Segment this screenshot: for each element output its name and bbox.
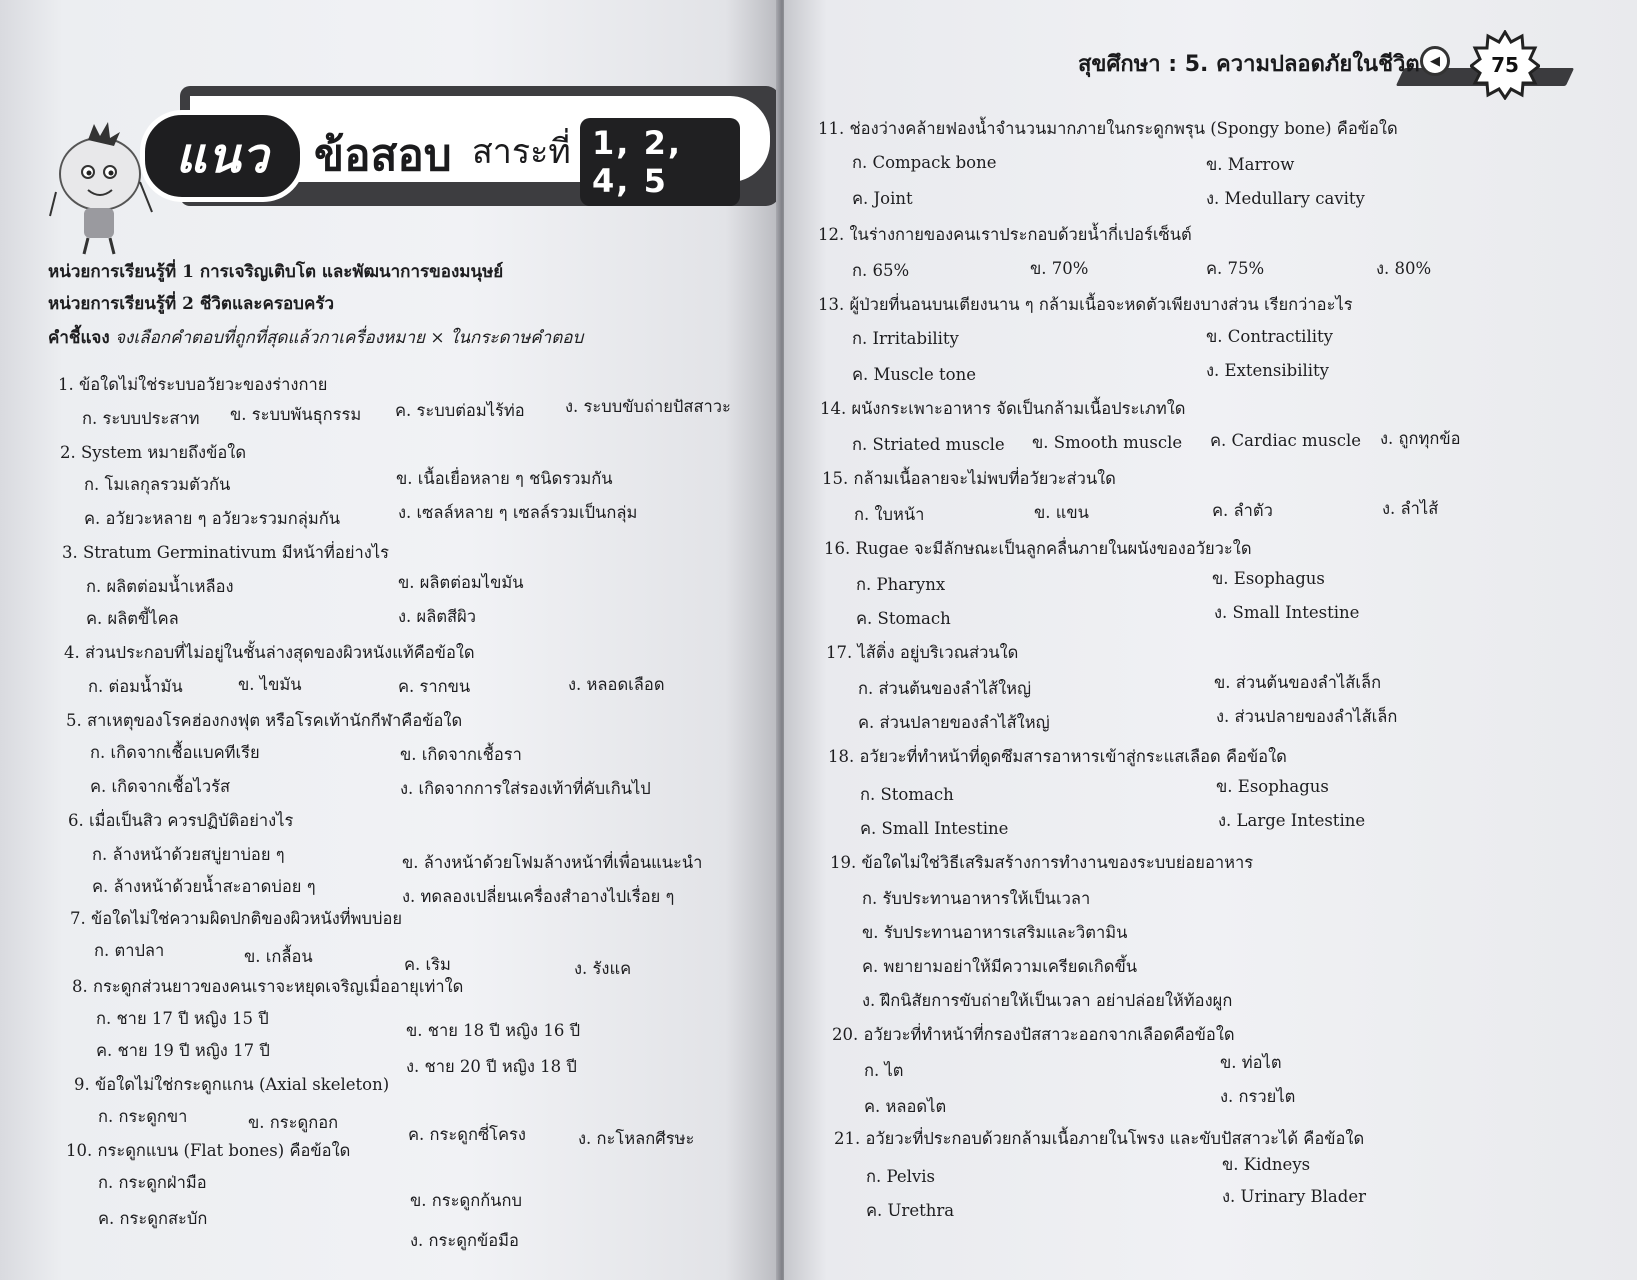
q11-option-b: ข. Marrow [1206, 155, 1295, 174]
q17-option-d: ง. ส่วนปลายของลำไส้เล็ก [1216, 707, 1398, 726]
instruction [48, 324, 583, 351]
question-2: 2. System หมายถึงข้อใด [60, 443, 247, 462]
question-20: 20. อวัยวะที่ทำหน้าที่กรองปัสสาวะออกจากเลือดคือข้อใด [832, 1025, 1235, 1044]
q19-option-c: ค. พยายามอย่าให้มีความเครียดเกิดขึ้น [862, 957, 1138, 976]
q8-option-b: ข. ชาย 18 ปี หญิง 16 ปี [406, 1021, 581, 1040]
q15-option-b: ข. แขน [1034, 503, 1089, 522]
q19-option-a: ก. รับประทานอาหารให้เป็นเวลา [862, 889, 1091, 908]
question-21: 21. อวัยวะที่ประกอบด้วยกล้ามเนื้อภายในโพรง และขับปัสสาวะได้ คือข้อใด [834, 1129, 1365, 1148]
q3-option-c: ค. ผลิตขี้ไคล [86, 609, 179, 628]
q8-option-d: ง. ชาย 20 ปี หญิง 18 ปี [406, 1057, 577, 1076]
q11-option-d: ง. Medullary cavity [1206, 189, 1365, 208]
q18-option-b: ข. Esophagus [1216, 777, 1329, 796]
q12-option-d: ง. 80% [1376, 259, 1432, 278]
q15-option-a: ก. ใบหน้า [854, 505, 925, 524]
q3-option-a: ก. ผลิตต่อมน้ำเหลือง [86, 577, 234, 596]
q6-option-c: ค. ล้างหน้าด้วยน้ำสะอาดบ่อย ๆ [92, 877, 316, 896]
q10-option-d: ง. กระดูกข้อมือ [410, 1231, 519, 1250]
q15-option-c: ค. ลำตัว [1212, 501, 1273, 520]
q19-option-d: ง. ฝึกนิสัยการขับถ่ายให้เป็นเวลา อย่าปล่อยให้ท้องผูก [862, 991, 1233, 1010]
q6-option-d: ง. ทดลองเปลี่ยนเครื่องสำอางไปเรื่อย ๆ [402, 887, 675, 906]
q20-option-b: ข. ท่อไต [1220, 1053, 1282, 1072]
instruction-label: คำชี้แจง [48, 328, 110, 348]
q9-option-b: ข. กระดูกอก [248, 1113, 339, 1132]
q21-option-a: ก. Pelvis [866, 1167, 935, 1186]
question-15: 15. กล้ามเนื้อลายจะไม่พบที่อวัยวะส่วนใด [822, 469, 1116, 488]
q7-option-c: ค. เริม [404, 955, 451, 974]
q18-option-c: ค. Small Intestine [860, 819, 1009, 838]
question-18: 18. อวัยวะที่ทำหน้าที่ดูดซึมสารอาหารเข้าสู่กระแสเลือด คือข้อใด [828, 747, 1287, 766]
q19-option-b: ข. รับประทานอาหารเสริมและวิตามิน [862, 923, 1128, 942]
q2-option-a: ก. โมเลกุลรวมตัวกัน [84, 475, 231, 494]
q3-option-b: ข. ผลิตต่อมไขมัน [398, 573, 524, 592]
q13-option-d: ง. Extensibility [1206, 361, 1330, 380]
header-title: สุขศึกษา : 5. ความปลอดภัยในชีวิต [1078, 52, 1420, 77]
q16-option-c: ค. Stomach [856, 609, 951, 628]
mascot-icon [48, 112, 158, 262]
q2-option-c: ค. อวัยวะหลาย ๆ อวัยวะรวมกลุ่มกัน [84, 509, 340, 528]
q18-option-d: ง. Large Intestine [1218, 811, 1366, 830]
q1-option-d: ง. ระบบขับถ่ายปัสสาวะ [565, 397, 731, 416]
q1-option-c: ค. ระบบต่อมไร้ท่อ [395, 401, 525, 420]
q14-option-a: ก. Striated muscle [852, 435, 1005, 454]
q20-option-c: ค. หลอดไต [864, 1097, 947, 1116]
left-arrow-icon: ◀ [1420, 46, 1450, 76]
q4-option-a: ก. ต่อมน้ำมัน [88, 677, 183, 696]
q9-option-a: ก. กระดูกขา [98, 1107, 188, 1126]
question-1: 1. ข้อใดไม่ใช่ระบบอวัยวะของร่างกาย [58, 375, 328, 394]
q6-option-b: ข. ล้างหน้าด้วยโฟมล้างหน้าที่เพื่อนแนะนำ [402, 853, 703, 872]
question-7: 7. ข้อใดไม่ใช่ความผิดปกติของผิวหนังที่พบบ่อย [70, 909, 403, 928]
q11-option-c: ค. Joint [852, 189, 913, 208]
q16-option-b: ข. Esophagus [1212, 569, 1325, 588]
q17-option-b: ข. ส่วนต้นของลำไส้เล็ก [1214, 673, 1382, 692]
q5-option-d: ง. เกิดจากการใส่รองเท้าที่คับเกินไป [400, 779, 651, 798]
page-number: 75 [1491, 53, 1519, 77]
q8-option-c: ค. ชาย 19 ปี หญิง 17 ปี [96, 1041, 270, 1060]
q14-option-d: ง. ถูกทุกข้อ [1380, 429, 1461, 448]
q21-option-c: ค. Urethra [866, 1201, 955, 1220]
q7-option-d: ง. รังแค [574, 959, 632, 978]
unit-1-heading: หน่วยการเรียนรู้ที่ 1 การเจริญเติบโต และพัฒนาการของมนุษย์ [48, 262, 504, 282]
question-10: 10. กระดูกแบน (Flat bones) คือข้อใด [66, 1141, 351, 1160]
left-page [0, 0, 780, 1280]
question-19: 19. ข้อใดไม่ใช่วิธีเสริมสร้างการทำงานของระบบย่อยอาหาร [830, 853, 1254, 872]
q6-option-a: ก. ล้างหน้าด้วยสบู่ยาบ่อย ๆ [92, 845, 285, 864]
banner-numbers: 1, 2, 4, 5 [580, 118, 740, 206]
question-5: 5. สาเหตุของโรคฮ่องกงฟุต หรือโรคเท้านักกีฬาคือข้อใด [66, 711, 463, 730]
q10-option-c: ค. กระดูกสะบัก [98, 1209, 208, 1228]
question-17: 17. ไส้ติ่ง อยู่บริเวณส่วนใด [826, 643, 1019, 662]
q11-option-a: ก. Compack bone [852, 153, 997, 172]
q17-option-c: ค. ส่วนปลายของลำไส้ใหญ่ [858, 713, 1050, 732]
q13-option-b: ข. Contractility [1206, 327, 1333, 346]
instruction-text: จงเลือกคำตอบที่ถูกที่สุดแล้วกาเครื่องหมาย × ในกระดาษคำตอบ [115, 328, 584, 348]
banner-word: ข้อสอบ [314, 130, 452, 181]
q4-option-c: ค. รากขน [398, 677, 471, 696]
q14-option-c: ค. Cardiac muscle [1210, 431, 1362, 450]
question-6: 6. เมื่อเป็นสิว ควรปฏิบัติอย่างไร [68, 811, 294, 830]
banner-pill: แนว [140, 110, 305, 202]
q9-option-d: ง. กะโหลกศีรษะ [578, 1129, 695, 1148]
question-12: 12. ในร่างกายของคนเราประกอบด้วยน้ำกี่เปอร์เซ็นต์ [818, 225, 1192, 244]
q13-option-a: ก. Irritability [852, 329, 959, 348]
q14-option-b: ข. Smooth muscle [1032, 433, 1183, 452]
q20-option-a: ก. ไต [864, 1061, 904, 1080]
question-3: 3. Stratum Germinativum มีหน้าที่อย่างไร [62, 543, 389, 562]
title-banner [40, 82, 740, 232]
q12-option-c: ค. 75% [1206, 259, 1265, 278]
q21-option-b: ข. Kidneys [1222, 1155, 1311, 1174]
q16-option-a: ก. Pharynx [856, 575, 946, 594]
q2-option-d: ง. เซลล์หลาย ๆ เซลล์รวมเป็นกลุ่ม [398, 503, 638, 522]
question-13: 13. ผู้ป่วยที่นอนบนเตียงนาน ๆ กล้ามเนื้อจะหดตัวเพียงบางส่วน เรียกว่าอะไร [818, 295, 1353, 314]
question-9: 9. ข้อใดไม่ใช่กระดูกแกน (Axial skeleton) [74, 1075, 390, 1094]
question-4: 4. ส่วนประกอบที่ไม่อยู่ในชั้นล่างสุดของผิวหนังแท้คือข้อใด [64, 643, 475, 662]
banner-subject: สาระที่ [472, 132, 571, 172]
q8-option-a: ก. ชาย 17 ปี หญิง 15 ปี [96, 1009, 269, 1028]
q5-option-c: ค. เกิดจากเชื้อไวรัส [90, 777, 231, 796]
q3-option-d: ง. ผลิตสีผิว [398, 607, 477, 626]
q12-option-a: ก. 65% [852, 261, 910, 280]
question-14: 14. ผนังกระเพาะอาหาร จัดเป็นกล้ามเนื้อประเภทใด [820, 399, 1186, 418]
q10-option-a: ก. กระดูกฝ่ามือ [98, 1173, 207, 1192]
q1-option-b: ข. ระบบพันธุกรรม [230, 405, 362, 424]
q21-option-d: ง. Urinary Blader [1222, 1187, 1366, 1206]
q17-option-a: ก. ส่วนต้นของลำไส้ใหญ่ [858, 679, 1032, 698]
question-8: 8. กระดูกส่วนยาวของคนเราจะหยุดเจริญเมื่ออายุเท่าใด [72, 977, 464, 996]
question-16: 16. Rugae จะมีลักษณะเป็นลูกคลื่นภายในผนังของอวัยวะใด [824, 539, 1252, 558]
unit-2-heading: หน่วยการเรียนรู้ที่ 2 ชีวิตและครอบครัว [48, 294, 335, 314]
q12-option-b: ข. 70% [1030, 259, 1089, 278]
q5-option-b: ข. เกิดจากเชื้อรา [400, 745, 522, 764]
q4-option-b: ข. ไขมัน [238, 675, 302, 694]
q5-option-a: ก. เกิดจากเชื้อแบคทีเรีย [90, 743, 260, 762]
q9-option-c: ค. กระดูกซี่โครง [408, 1125, 526, 1144]
question-11: 11. ช่องว่างคล้ายฟองน้ำจำนวนมากภายในกระดูกพรุน (Spongy bone) คือข้อใด [818, 119, 1398, 138]
q1-option-a: ก. ระบบประสาท [82, 409, 200, 428]
q4-option-d: ง. หลอดเลือด [568, 675, 665, 694]
q16-option-d: ง. Small Intestine [1214, 603, 1360, 622]
q20-option-d: ง. กรวยไต [1220, 1087, 1296, 1106]
q15-option-d: ง. ลำไส้ [1382, 499, 1439, 518]
q13-option-c: ค. Muscle tone [852, 365, 976, 384]
q18-option-a: ก. Stomach [860, 785, 954, 804]
q2-option-b: ข. เนื้อเยื่อหลาย ๆ ชนิดรวมกัน [396, 469, 613, 488]
q10-option-b: ข. กระดูกก้นกบ [410, 1191, 522, 1210]
q7-option-b: ข. เกลื้อน [244, 947, 313, 966]
q7-option-a: ก. ตาปลา [94, 941, 165, 960]
